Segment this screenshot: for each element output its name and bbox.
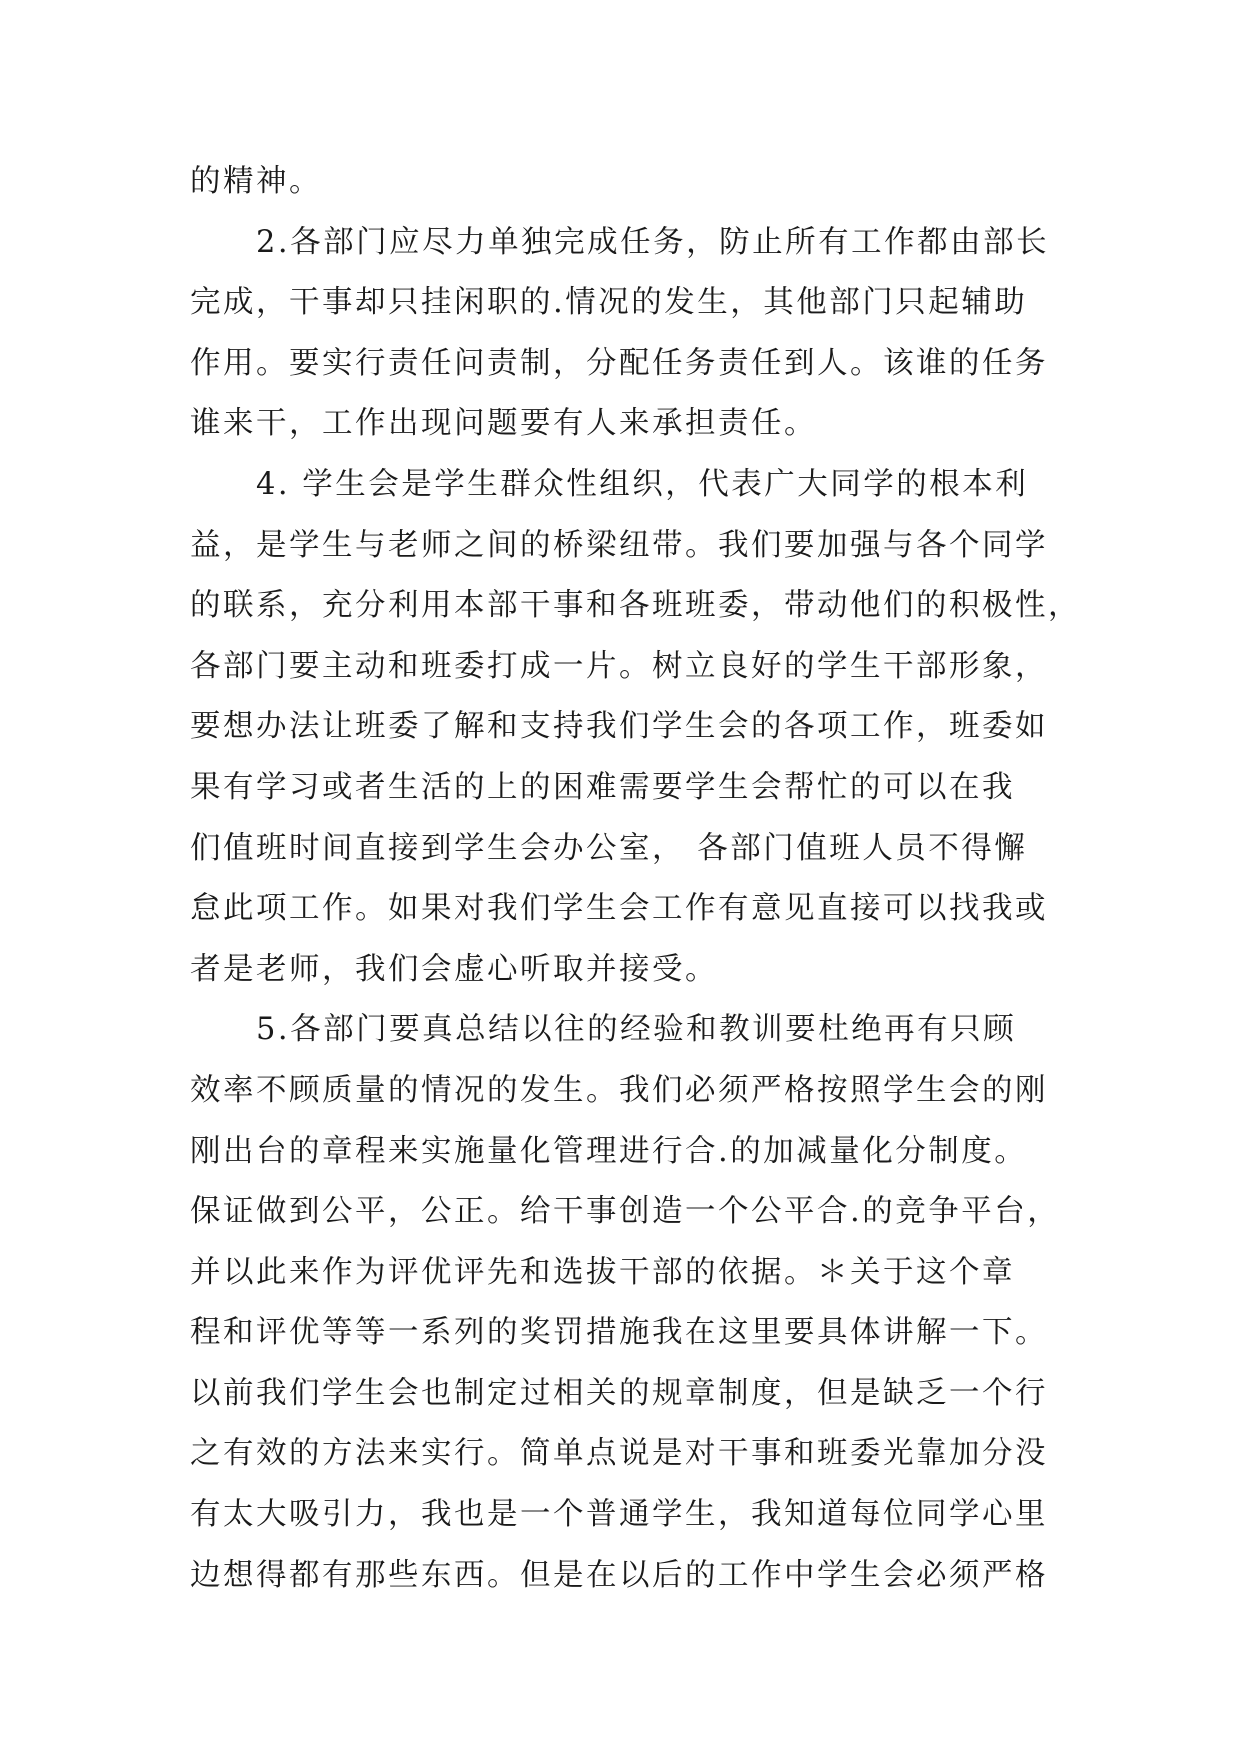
text-line-13: 怠此项工作。如果对我们学生会工作有意见直接可以找我或: [190, 891, 1048, 927]
text-line-9: 各部门要主动和班委打成一片。树立良好的学生干部形象，: [190, 648, 1048, 684]
text-line-7: 益，是学生与老师之间的桥梁纽带。我们要加强与各个同学: [190, 527, 1048, 563]
text-line-20: 程和评优等等一系列的奖罚措施我在这里要具体讲解一下。: [190, 1315, 1048, 1351]
text-line-23: 有太大吸引力，我也是一个普通学生，我知道每位同学心里: [190, 1497, 1048, 1533]
text-line-6: 4. 学生会是学生群众性组织，代表广大同学的根本利: [256, 466, 1029, 502]
text-line-14: 者是老师，我们会虚心听取并接受。: [190, 951, 718, 987]
text-line-12: 们值班时间直接到学生会办公室， 各部门值班人员不得懈: [190, 830, 1028, 866]
text-line-4: 作用。要实行责任问责制，分配任务责任到人。该谁的任务: [190, 345, 1048, 381]
text-line-2: 2.各部门应尽力单独完成任务，防止所有工作都由部长: [256, 224, 1050, 260]
text-line-8: 的联系，充分利用本部干事和各班班委，带动他们的积极性，: [190, 588, 1081, 624]
text-line-24: 边想得都有那些东西。但是在以后的工作中学生会必须严格: [190, 1557, 1048, 1593]
text-line-11: 果有学习或者生活的上的困难需要学生会帮忙的可以在我: [190, 769, 1015, 805]
text-line-10: 要想办法让班委了解和支持我们学生会的各项工作，班委如: [190, 709, 1048, 745]
text-line-18: 保证做到公平，公正。给干事创造一个公平合.的竞争平台，: [190, 1194, 1061, 1230]
text-line-17: 刚出台的章程来实施量化管理进行合.的加减量化分制度。: [190, 1133, 1028, 1169]
text-line-3: 完成，干事却只挂闲职的.情况的发生，其他部门只起辅助: [190, 285, 1028, 321]
text-line-21: 以前我们学生会也制定过相关的规章制度，但是缺乏一个行: [190, 1375, 1048, 1411]
body-text: [190, 152, 1081, 1606]
text-line-15: 5.各部门要真总结以往的经验和教训要杜绝再有只顾: [256, 1012, 1017, 1048]
text-line-5: 谁来干，工作出现问题要有人来承担责任。: [190, 406, 817, 442]
text-line-1: 的精神。: [190, 164, 322, 199]
text-line-22: 之有效的方法来实行。简单点说是对干事和班委光靠加分没: [190, 1436, 1048, 1472]
text-line-19: 并以此来作为评优评先和选拔干部的依据。＊关于这个章: [190, 1254, 1015, 1290]
text-line-16: 效率不顾质量的情况的发生。我们必须严格按照学生会的刚: [190, 1072, 1048, 1108]
